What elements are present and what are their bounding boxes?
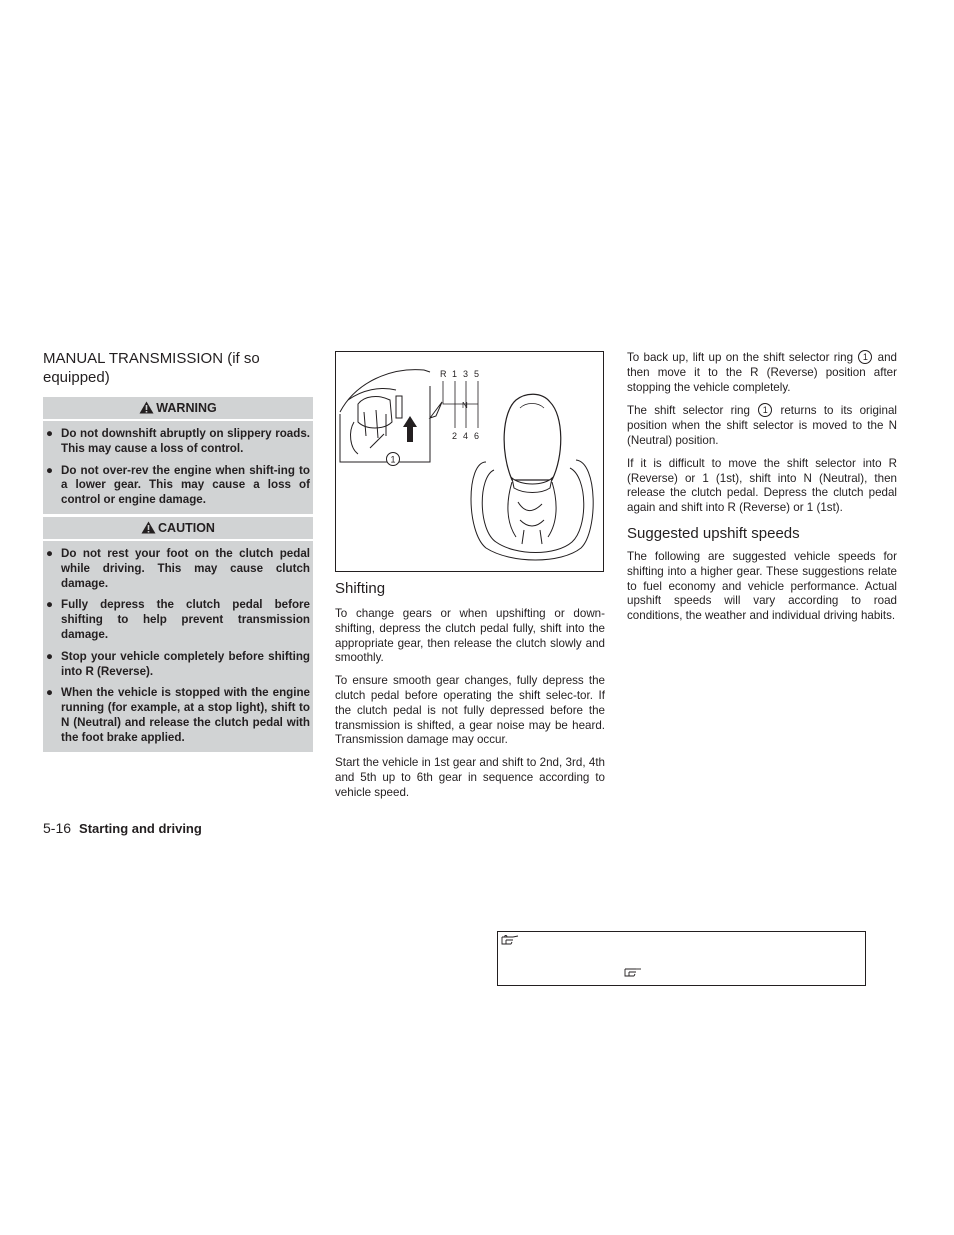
shift-lever-figure: [336, 352, 603, 571]
reference-box: [497, 931, 866, 986]
reverse-section: [627, 350, 897, 632]
shifting-paragraph: To ensure smooth gear changes, fully depress the clutch pedal before operating the shift selec-tor. If the clutch pedal is not fully depressed before the transmission is shifted, a gear noise may be heard. Transmission damage may occur.: [335, 674, 605, 747]
caution-item: ● Stop your vehicle completely before shifting into R (Reverse).: [46, 649, 310, 678]
caution-heading: CAUTION: [43, 517, 313, 541]
caution-item: ● Fully depress the clutch pedal before shifting to help prevent transmission damage.: [46, 598, 310, 641]
callout-label: 1: [390, 454, 396, 465]
shifting-paragraph: To change gears or when upshifting or down-shifting, depress the clutch pedal fully, shift into the appropriate gear, then release the clutch slowly and smoothly.: [335, 607, 605, 665]
gate-label-1: 1: [452, 369, 458, 379]
gate-label-4: 4: [463, 431, 469, 441]
caution-item: ● Do not rest your foot on the clutch pedal while driving. This may cause clutch damage.: [46, 547, 310, 590]
shifting-title: Shifting: [335, 580, 386, 597]
caution-list: [43, 541, 313, 752]
caution-triangle-icon: [141, 521, 156, 534]
ring-return-paragraph: The shift selector ring 1 returns to its original position when the shift selector is moved to the N (Neutral) position.: [627, 404, 897, 447]
reverse-paragraph: To back up, lift up on the shift selector ring 1 and then move it to the R (Reverse) position after stopping the vehicle completely.: [627, 351, 897, 394]
pointing-hand-icon: [501, 935, 519, 946]
gate-label-3: 3: [463, 369, 469, 379]
gate-label-6: 6: [474, 431, 480, 441]
gate-label-r: R: [440, 369, 447, 379]
shifting-paragraph: Start the vehicle in 1st gear and shift to 2nd, 3rd, 4th and 5th up to 6th gear in sequence according to vehicle speed.: [335, 756, 605, 799]
gate-label-n: N: [462, 401, 468, 410]
page-footer: [43, 820, 202, 838]
shift-lever-illustration: [335, 351, 604, 572]
ring-callout: 1: [758, 403, 772, 417]
warning-item: ● Do not downshift abruptly on slippery roads. This may cause a loss of control.: [46, 427, 310, 455]
chapter-label: Starting and driving: [79, 821, 202, 836]
warning-triangle-icon: [139, 401, 154, 414]
warning-heading: WARNING: [43, 397, 313, 421]
caution-box: [43, 517, 313, 752]
section-title: MANUAL TRANSMISSION (if so equipped): [43, 350, 260, 386]
warning-item: ● Do not over-rev the engine when shift-ing to a lower gear. This may cause a loss of control or engine damage.: [46, 463, 310, 507]
gate-label-2: 2: [452, 431, 458, 441]
pointing-hand-icon: [624, 967, 642, 978]
caution-item: ● When the vehicle is stopped with the engine running (for example, at a stop light), shift to N (Neutral) and release the clutch pedal with the foot brake applied.: [46, 686, 310, 744]
ring-callout: 1: [858, 350, 872, 364]
gate-label-5: 5: [474, 369, 480, 379]
upshift-title: Suggested upshift speeds: [627, 524, 800, 542]
warning-list: [43, 421, 313, 514]
page-number: 5-16: [43, 820, 72, 836]
warning-box: [43, 397, 313, 514]
upshift-paragraph: The following are suggested vehicle speeds for shifting into a higher gear. These suggestions relate to fuel economy and vehicle performance. Actual upshift speeds will vary according to road conditions, the weather and individual driving habits.: [627, 549, 897, 623]
shifting-section: [335, 579, 605, 809]
difficulty-paragraph: If it is difficult to move the shift selector into R (Reverse) or 1 (1st), shift into N (Neutral), then release the clutch pedal. Depress the clutch pedal again and shift into R (Reverse) or 1 (1st).: [627, 456, 897, 515]
